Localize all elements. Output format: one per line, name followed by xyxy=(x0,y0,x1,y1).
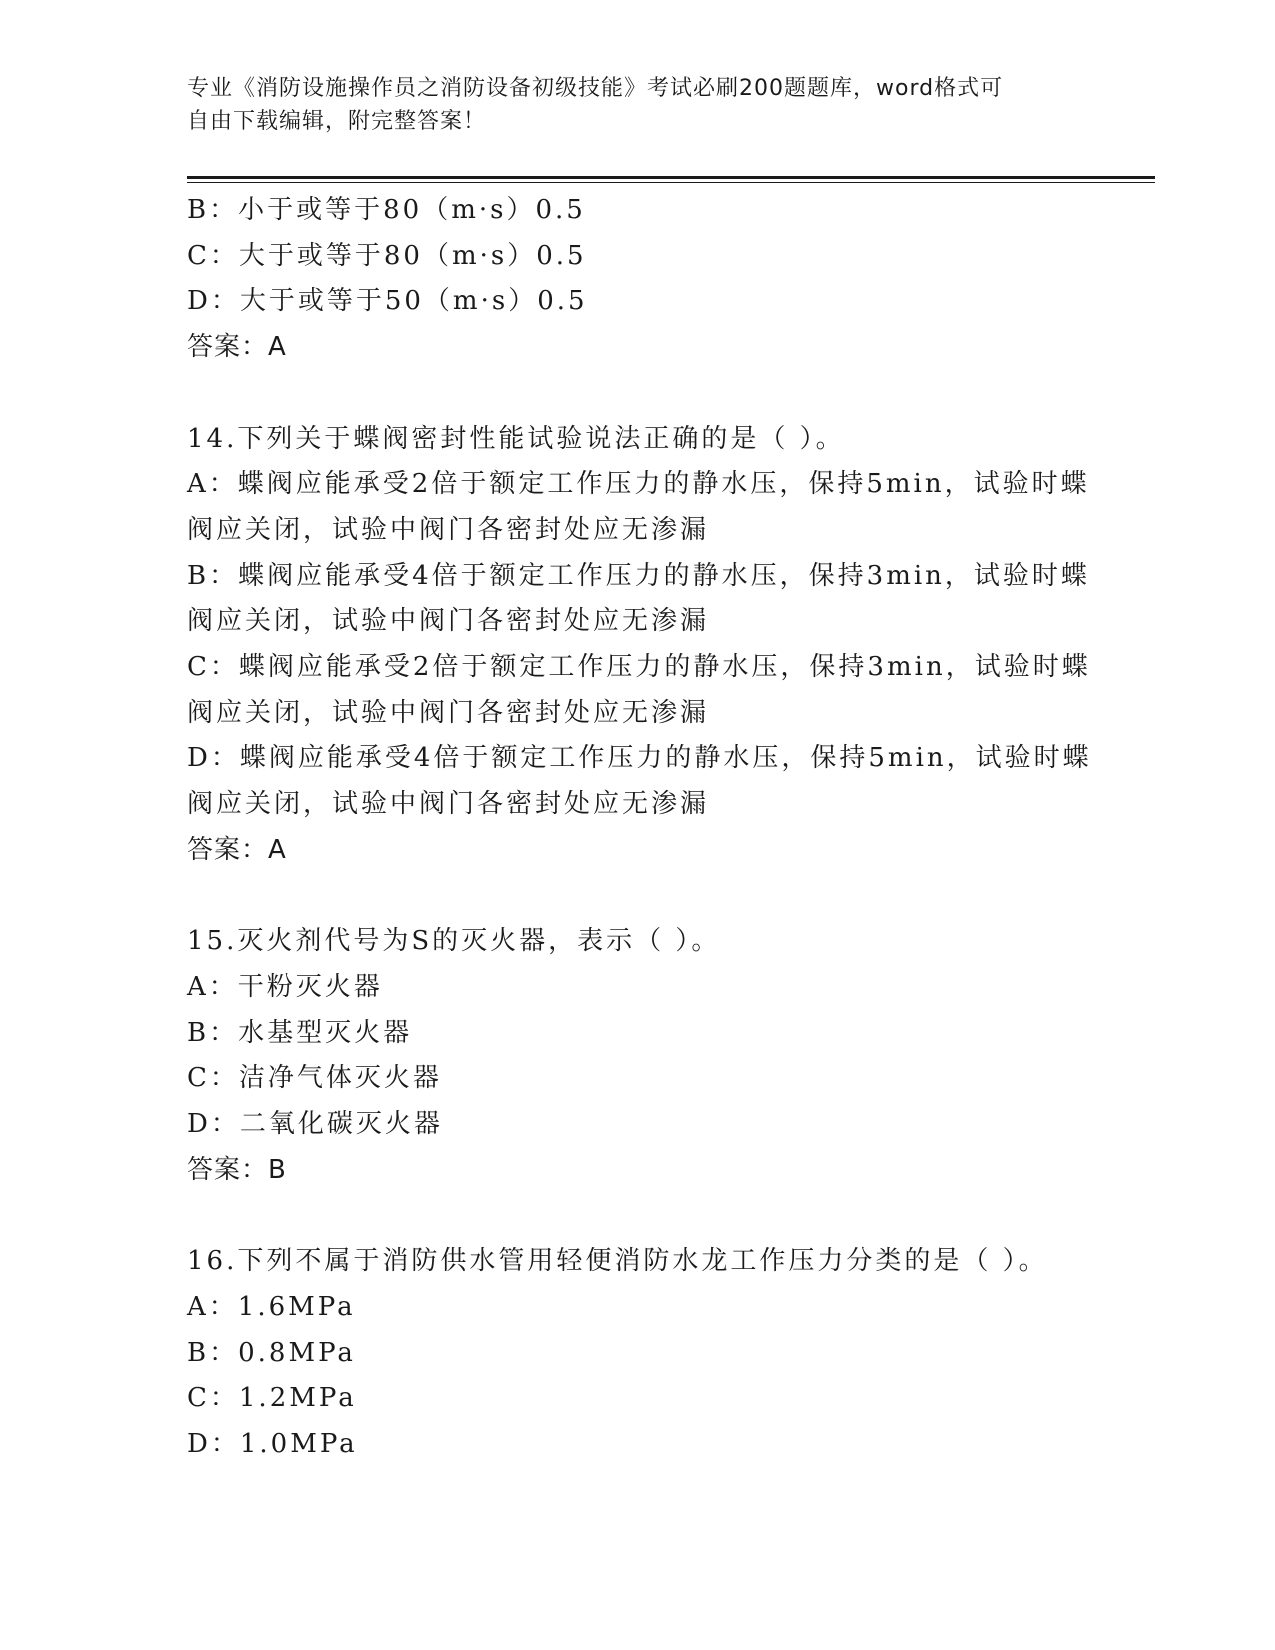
option-d: D：1.0MPa xyxy=(187,1428,358,1459)
answer: 答案：B xyxy=(187,1154,287,1185)
option-c-line-1: C：蝶阀应能承受2倍于额定工作压力的静水压，保持3min，试验时蝶 xyxy=(187,652,1091,683)
spacer xyxy=(187,874,1087,920)
option-a: A：干粉灭火器 xyxy=(187,971,383,1002)
previous-question-tail xyxy=(187,188,1087,371)
option-c-line-2: 阀应关闭，试验中阀门各密封处应无渗漏 xyxy=(187,697,710,728)
header-line-1: 专业《消防设施操作员之消防设备初级技能》考试必刷200题题库，word格式可 xyxy=(187,76,1004,101)
question-14 xyxy=(187,417,1092,874)
answer: 答案：A xyxy=(187,834,287,865)
option-a: A：1.6MPa xyxy=(187,1291,356,1322)
header-line-2: 自由下载编辑，附完整答案！ xyxy=(187,109,487,134)
document-body xyxy=(187,188,1092,1468)
option-a-line-1: A：蝶阀应能承受2倍于额定工作压力的静水压，保持5min，试验时蝶 xyxy=(187,469,1090,500)
option-d: D：大于或等于50（m·s）0.5 xyxy=(187,286,588,317)
question-stem: 16.下列不属于消防供水管用轻便消防水龙工作压力分类的是（ ）。 xyxy=(187,1246,1048,1277)
option-c: C：洁净气体灭火器 xyxy=(187,1063,442,1094)
question-stem: 15.灭火剂代号为S的灭火器，表示（ ）。 xyxy=(187,926,721,957)
document-header xyxy=(187,72,1087,138)
option-b: B：0.8MPa xyxy=(187,1337,356,1368)
option-c: C：大于或等于80（m·s）0.5 xyxy=(187,240,587,271)
option-b-line-2: 阀应关闭，试验中阀门各密封处应无渗漏 xyxy=(187,606,710,637)
option-d-line-1: D：蝶阀应能承受4倍于额定工作压力的静水压，保持5min，试验时蝶 xyxy=(187,743,1092,774)
header-divider-thick xyxy=(187,176,1155,179)
option-b-line-1: B：蝶阀应能承受4倍于额定工作压力的静水压，保持3min，试验时蝶 xyxy=(187,560,1090,591)
question-stem: 14.下列关于蝶阀密封性能试验说法正确的是（ ）。 xyxy=(187,423,845,454)
question-15 xyxy=(187,919,1087,1193)
option-d-line-2: 阀应关闭，试验中阀门各密封处应无渗漏 xyxy=(187,789,710,820)
spacer xyxy=(187,371,1087,417)
spacer xyxy=(187,1193,1087,1239)
option-b: B：小于或等于80（m·s）0.5 xyxy=(187,195,586,225)
option-c: C：1.2MPa xyxy=(187,1383,357,1414)
answer: 答案：A xyxy=(187,332,287,363)
header-divider-thin xyxy=(187,182,1155,183)
question-16 xyxy=(187,1239,1087,1468)
option-b: B：水基型灭火器 xyxy=(187,1017,413,1048)
option-a-line-2: 阀应关闭，试验中阀门各密封处应无渗漏 xyxy=(187,514,710,545)
option-d: D：二氧化碳灭火器 xyxy=(187,1109,443,1140)
